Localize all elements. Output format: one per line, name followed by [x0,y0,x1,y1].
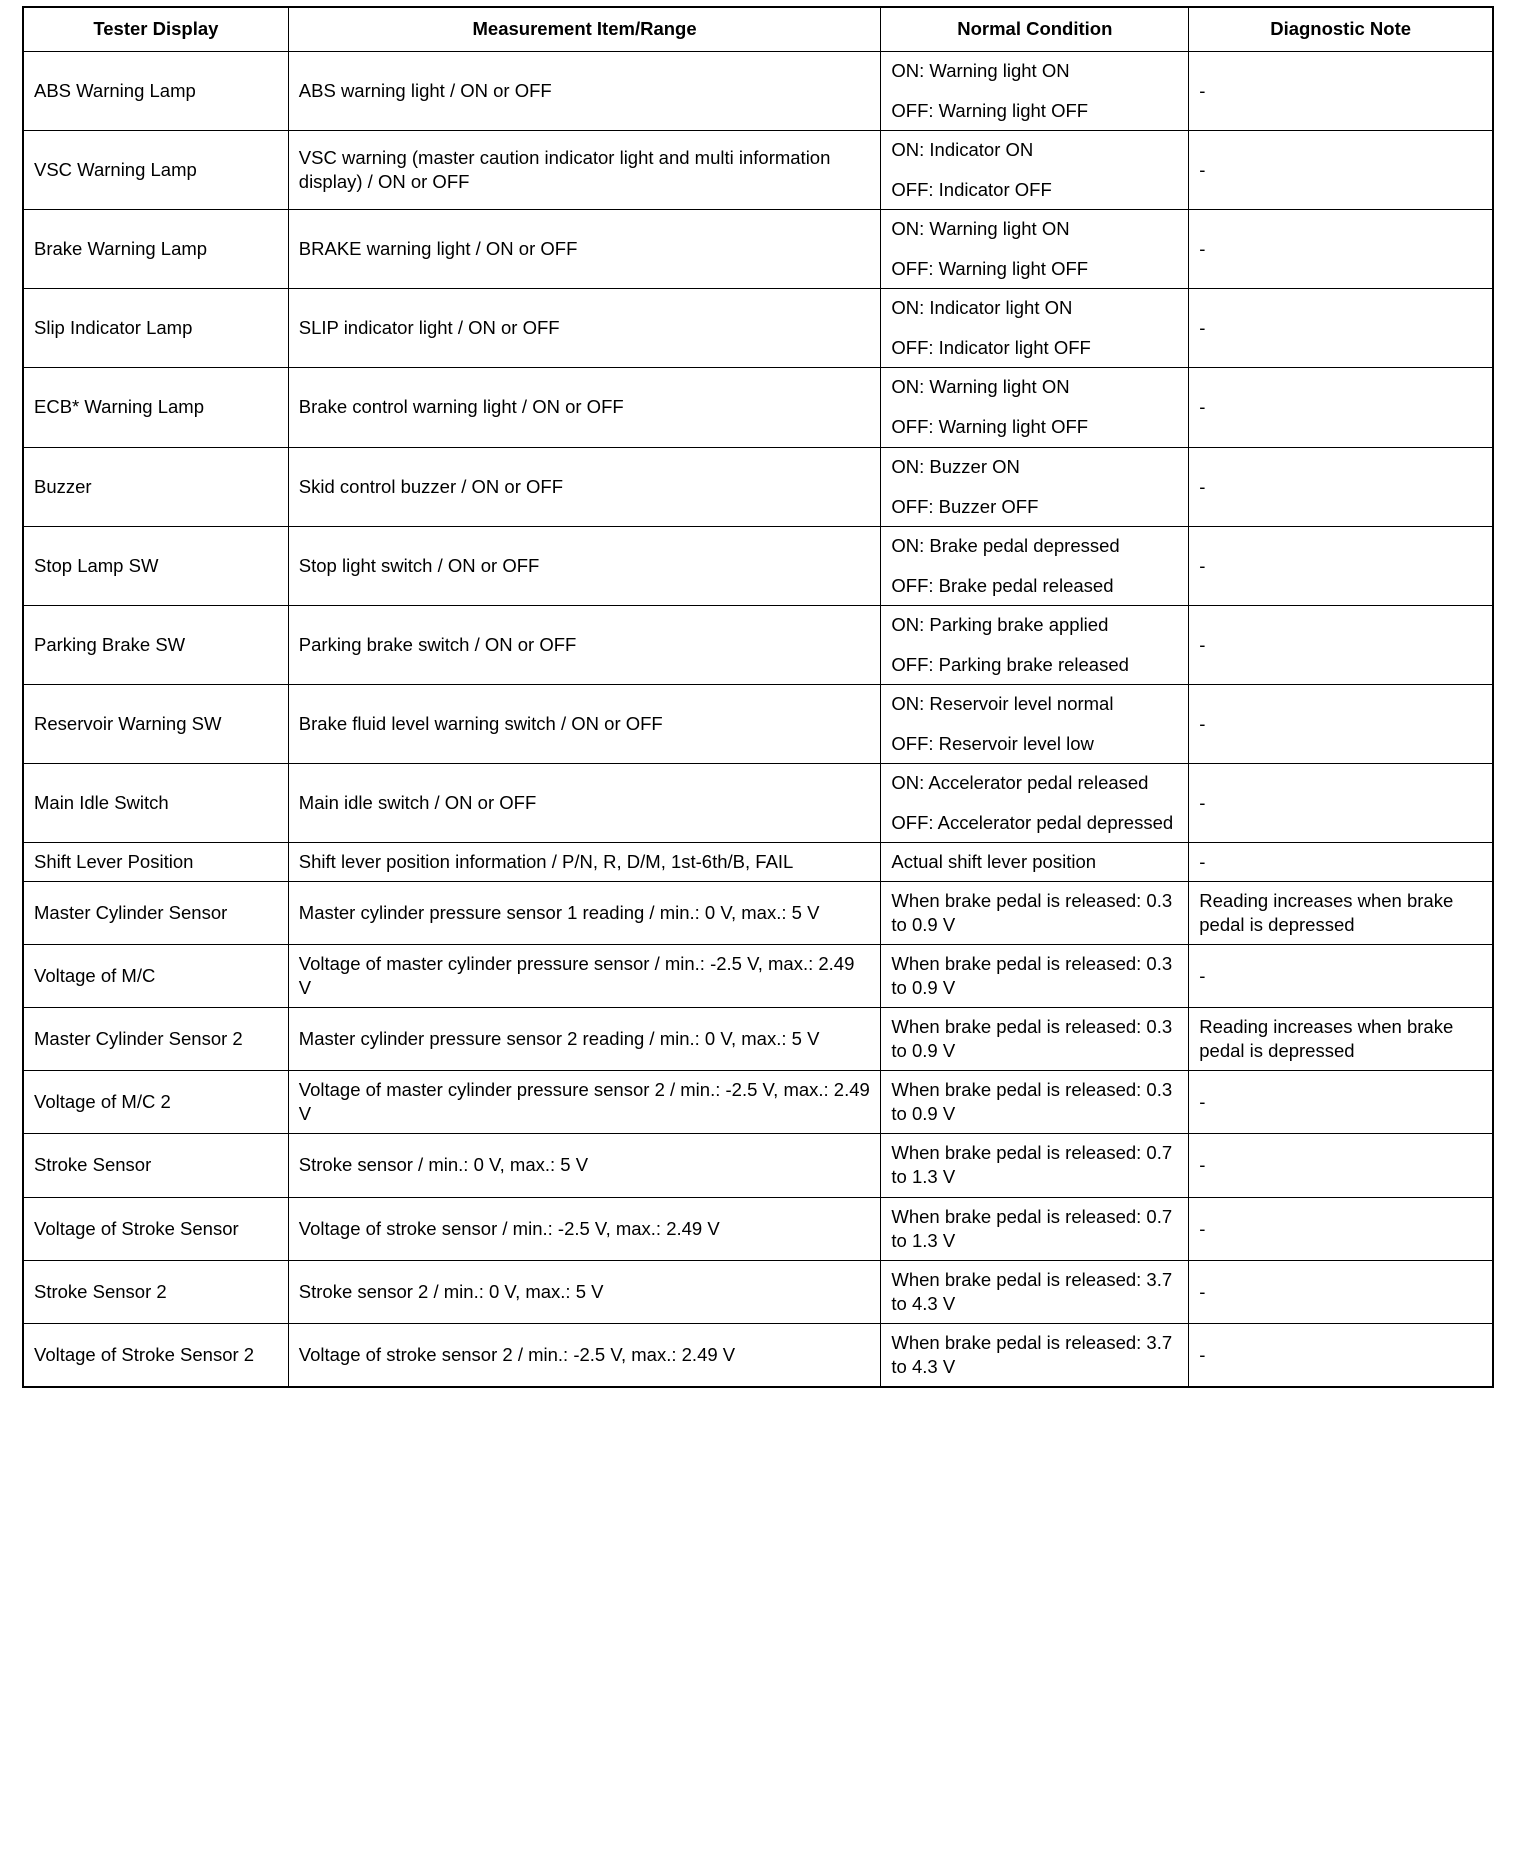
cell-diagnostic-note: - [1189,210,1493,289]
cell-tester-display: Main Idle Switch [23,763,288,842]
condition-line: When brake pedal is released: 0.3 to 0.9 V [891,890,1173,936]
cell-measurement-item: Master cylinder pressure sensor 2 reading / min.: 0 V, max.: 5 V [288,1008,881,1071]
condition-line: When brake pedal is released: 3.7 to 4.3 V [891,1268,1173,1314]
cell-normal-condition [881,945,1189,1008]
cell-normal-condition [881,1071,1189,1134]
cell-measurement-item: VSC warning (master caution indicator light and multi information display) / ON or OFF [288,131,881,210]
cell-measurement-item: Voltage of stroke sensor 2 / min.: -2.5 V, max.: 2.49 V [288,1323,881,1387]
condition-line: ON: Parking brake applied [891,613,1109,635]
cell-diagnostic-note: - [1189,763,1493,842]
cell-normal-condition [881,368,1189,447]
table-row [23,763,1493,842]
cell-diagnostic-note: - [1189,131,1493,210]
cell-diagnostic-note: - [1189,526,1493,605]
cell-diagnostic-note: - [1189,52,1493,131]
cell-normal-condition [881,1260,1189,1323]
table-row [23,210,1493,289]
table-row [23,1323,1493,1387]
cell-measurement-item: ABS warning light / ON or OFF [288,52,881,131]
condition-line: OFF: Warning light OFF [891,258,1089,280]
condition-line: When brake pedal is released: 0.7 to 1.3 V [891,1205,1173,1251]
column-header-measurement-item: Measurement Item/Range [288,7,881,52]
condition-line: When brake pedal is released: 0.3 to 0.9 V [891,953,1173,999]
cell-normal-condition [881,131,1189,210]
cell-tester-display: Stroke Sensor 2 [23,1260,288,1323]
condition-line: Actual shift lever position [891,850,1097,872]
cell-measurement-item: SLIP indicator light / ON or OFF [288,289,881,368]
table-row [23,605,1493,684]
cell-tester-display: Master Cylinder Sensor 2 [23,1008,288,1071]
condition-line: OFF: Buzzer OFF [891,495,1039,517]
table-row [23,526,1493,605]
cell-normal-condition [881,1008,1189,1071]
cell-tester-display: Voltage of M/C 2 [23,1071,288,1134]
condition-line: OFF: Brake pedal released [891,574,1114,596]
cell-tester-display: Slip Indicator Lamp [23,289,288,368]
table-row [23,447,1493,526]
cell-measurement-item: Stroke sensor 2 / min.: 0 V, max.: 5 V [288,1260,881,1323]
cell-diagnostic-note: Reading increases when brake pedal is depressed [1189,882,1493,945]
condition-line: When brake pedal is released: 0.3 to 0.9 V [891,1079,1173,1125]
table-row [23,1008,1493,1071]
condition-line: When brake pedal is released: 3.7 to 4.3 V [891,1331,1173,1377]
cell-diagnostic-note: - [1189,1323,1493,1387]
cell-tester-display: Voltage of Stroke Sensor 2 [23,1323,288,1387]
table-row [23,1197,1493,1260]
cell-measurement-item: Master cylinder pressure sensor 1 reading / min.: 0 V, max.: 5 V [288,882,881,945]
cell-normal-condition [881,605,1189,684]
cell-measurement-item: Stroke sensor / min.: 0 V, max.: 5 V [288,1134,881,1197]
table-row [23,842,1493,881]
cell-measurement-item: Shift lever position information / P/N, R, D/M, 1st-6th/B, FAIL [288,842,881,881]
cell-diagnostic-note: - [1189,605,1493,684]
cell-normal-condition [881,289,1189,368]
cell-measurement-item: Brake fluid level warning switch / ON or OFF [288,684,881,763]
condition-line: ON: Warning light ON [891,218,1070,240]
condition-line: ON: Buzzer ON [891,455,1020,477]
column-header-tester-display: Tester Display [23,7,288,52]
cell-diagnostic-note: - [1189,945,1493,1008]
cell-measurement-item: BRAKE warning light / ON or OFF [288,210,881,289]
cell-tester-display: ABS Warning Lamp [23,52,288,131]
cell-measurement-item: Voltage of master cylinder pressure sensor / min.: -2.5 V, max.: 2.49 V [288,945,881,1008]
cell-measurement-item: Voltage of stroke sensor / min.: -2.5 V, max.: 2.49 V [288,1197,881,1260]
cell-measurement-item: Skid control buzzer / ON or OFF [288,447,881,526]
condition-line: OFF: Warning light OFF [891,100,1089,122]
cell-diagnostic-note: - [1189,1260,1493,1323]
column-header-diagnostic-note: Diagnostic Note [1189,7,1493,52]
condition-line: When brake pedal is released: 0.3 to 0.9 V [891,1016,1173,1062]
table-row [23,1134,1493,1197]
condition-line: OFF: Warning light OFF [891,416,1089,438]
cell-normal-condition [881,882,1189,945]
cell-diagnostic-note: - [1189,368,1493,447]
table-row [23,1071,1493,1134]
table-header-row [23,7,1493,52]
condition-line: OFF: Indicator light OFF [891,337,1091,359]
condition-line: ON: Accelerator pedal released [891,771,1149,793]
cell-diagnostic-note: - [1189,842,1493,881]
cell-tester-display: Stop Lamp SW [23,526,288,605]
cell-tester-display: ECB* Warning Lamp [23,368,288,447]
cell-normal-condition [881,526,1189,605]
cell-tester-display: Reservoir Warning SW [23,684,288,763]
cell-measurement-item: Voltage of master cylinder pressure sensor 2 / min.: -2.5 V, max.: 2.49 V [288,1071,881,1134]
condition-line: OFF: Indicator OFF [891,179,1052,201]
condition-line: ON: Indicator light ON [891,297,1073,319]
condition-line: ON: Brake pedal depressed [891,534,1120,556]
cell-diagnostic-note: - [1189,1197,1493,1260]
cell-normal-condition [881,210,1189,289]
condition-line: When brake pedal is released: 0.7 to 1.3 V [891,1142,1173,1188]
table-row [23,52,1493,131]
condition-line: OFF: Reservoir level low [891,732,1094,754]
cell-tester-display: VSC Warning Lamp [23,131,288,210]
cell-diagnostic-note: - [1189,684,1493,763]
table-header [23,7,1493,52]
cell-diagnostic-note: - [1189,447,1493,526]
condition-line: ON: Warning light ON [891,60,1070,82]
cell-normal-condition [881,684,1189,763]
condition-line: ON: Reservoir level normal [891,692,1114,714]
table-body [23,52,1493,1387]
cell-measurement-item: Parking brake switch / ON or OFF [288,605,881,684]
cell-tester-display: Master Cylinder Sensor [23,882,288,945]
cell-tester-display: Buzzer [23,447,288,526]
cell-tester-display: Stroke Sensor [23,1134,288,1197]
cell-diagnostic-note: - [1189,1134,1493,1197]
condition-line: OFF: Parking brake released [891,653,1129,675]
table-row [23,289,1493,368]
cell-diagnostic-note: - [1189,1071,1493,1134]
table-row [23,945,1493,1008]
column-header-normal-condition: Normal Condition [881,7,1189,52]
data-list-table [22,6,1494,1388]
table-row [23,882,1493,945]
cell-normal-condition [881,842,1189,881]
cell-tester-display: Voltage of Stroke Sensor [23,1197,288,1260]
cell-measurement-item: Main idle switch / ON or OFF [288,763,881,842]
condition-line: OFF: Accelerator pedal depressed [891,811,1174,833]
table-row [23,1260,1493,1323]
cell-tester-display: Parking Brake SW [23,605,288,684]
cell-normal-condition [881,1134,1189,1197]
cell-normal-condition [881,447,1189,526]
cell-tester-display: Brake Warning Lamp [23,210,288,289]
cell-measurement-item: Stop light switch / ON or OFF [288,526,881,605]
cell-normal-condition [881,1323,1189,1387]
cell-normal-condition [881,763,1189,842]
condition-line: ON: Indicator ON [891,139,1034,161]
table-row [23,131,1493,210]
table-row [23,368,1493,447]
cell-normal-condition [881,1197,1189,1260]
cell-tester-display: Voltage of M/C [23,945,288,1008]
cell-normal-condition [881,52,1189,131]
table-row [23,684,1493,763]
condition-line: ON: Warning light ON [891,376,1070,398]
cell-diagnostic-note: Reading increases when brake pedal is depressed [1189,1008,1493,1071]
cell-measurement-item: Brake control warning light / ON or OFF [288,368,881,447]
cell-tester-display: Shift Lever Position [23,842,288,881]
cell-diagnostic-note: - [1189,289,1493,368]
